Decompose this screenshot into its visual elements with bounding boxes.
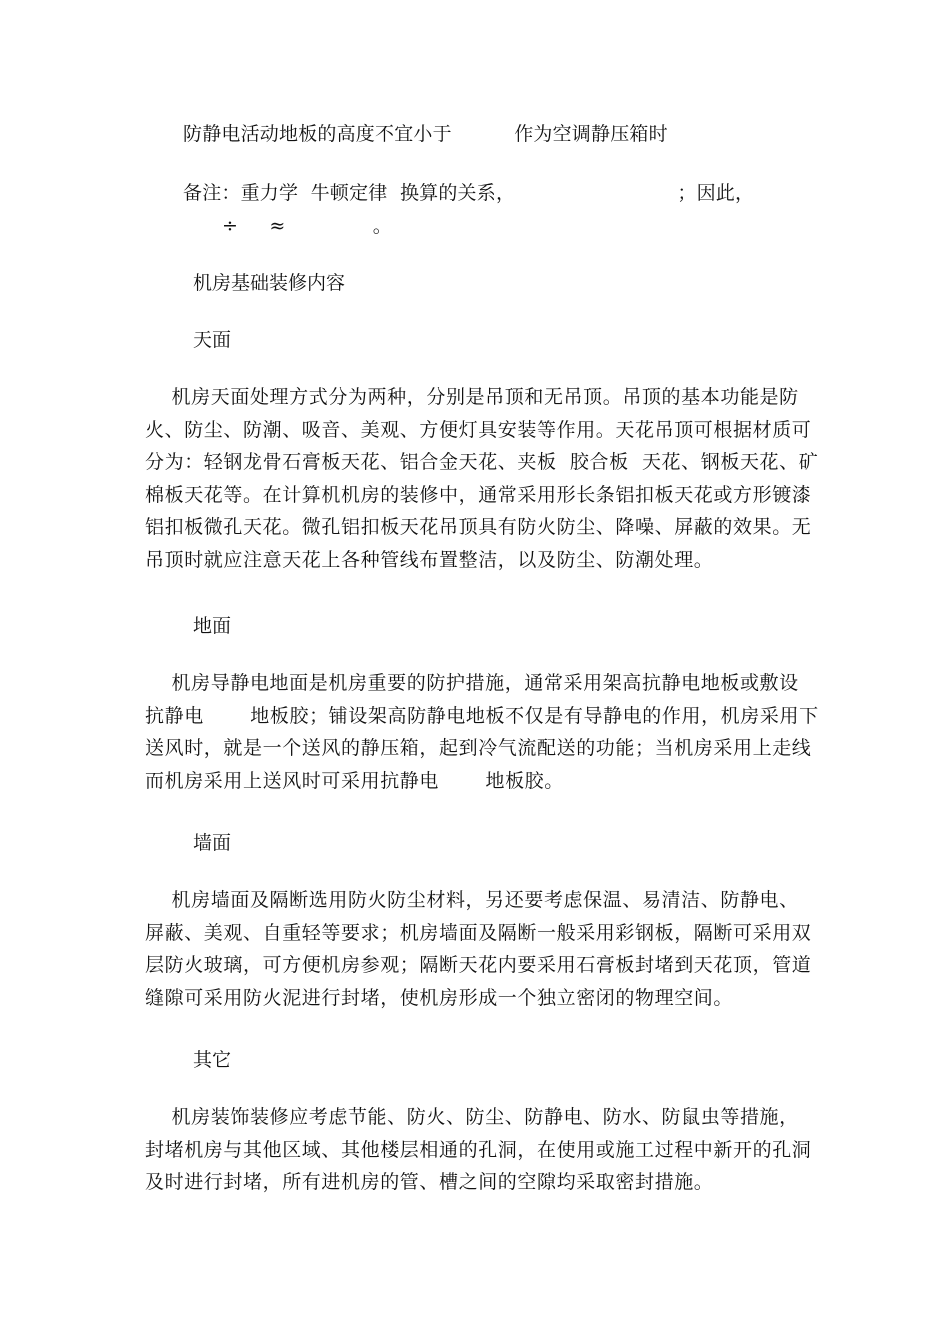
paragraph-line: 吊顶时就应注意天花上各种管线布置整洁，以及防尘、防潮处理。 xyxy=(145,548,714,571)
paragraph-other xyxy=(145,1101,812,1199)
paragraph-wall xyxy=(145,884,812,1014)
paragraph-line: 缝隙可采用防火泥进行封堵，使机房形成一个独立密闭的物理空间。 xyxy=(145,986,734,1009)
heading-ceiling: 天面 xyxy=(193,329,232,351)
paragraph-line: 机房天面处理方式分为两种，分别是吊顶和无吊顶。吊顶的基本功能是防 xyxy=(145,386,799,408)
paragraph-ceiling xyxy=(145,381,819,576)
paragraph-line: 火、防尘、防潮、吸音、美观、方便灯具安装等作用。天花吊顶可根据材质可 xyxy=(145,418,812,441)
intro-line-1: 防静电活动地板的高度不宜小于 作为空调静压箱时 xyxy=(183,123,668,145)
heading-other: 其它 xyxy=(193,1049,232,1071)
paragraph-line: 铝扣板微孔天花。微孔铝扣板天花吊顶具有防火防尘、降噪、屏蔽的效果。无 xyxy=(145,516,812,538)
intro-line-2: 备注：重力学 牛顿定律 换算的关系， ；因此， xyxy=(183,182,755,204)
paragraph-line: 分为：轻钢龙骨石膏板天花、铝合金天花、夹板 胶合板 天花、钢板天花、矿 xyxy=(145,451,819,473)
section-title: 机房基础装修内容 xyxy=(193,272,346,294)
paragraph-line: 抗静电 地板胶；铺设架高防静电地板不仅是有导静电的作用，机房采用下 xyxy=(145,704,819,727)
intro-line-3: ÷ ≈ 。 xyxy=(222,215,392,237)
paragraph-line: 封堵机房与其他区域、其他楼层相通的孔洞，在使用或施工过程中新开的孔洞 xyxy=(145,1138,812,1161)
paragraph-line: 而机房采用上送风时可采用抗静电 地板胶。 xyxy=(145,769,564,792)
paragraph-line: 棉板天花等。在计算机机房的装修中，通常采用形长条铝扣板天花或方形镀漆 xyxy=(145,483,812,506)
paragraph-line: 送风时，就是一个送风的静压箱，起到冷气流配送的功能；当机房采用上走线 xyxy=(145,737,812,759)
paragraph-line: 层防火玻璃，可方便机房参观；隔断天花内要采用石膏板封堵到天花顶，管道 xyxy=(145,954,812,976)
heading-wall: 墙面 xyxy=(193,832,232,854)
paragraph-floor xyxy=(145,667,819,797)
paragraph-line: 机房装饰装修应考虑节能、防火、防尘、防静电、防水、防鼠虫等措施， xyxy=(145,1106,799,1128)
paragraph-line: 及时进行封堵，所有进机房的管、槽之间的空隙均采取密封措施。 xyxy=(145,1171,714,1193)
paragraph-line: 屏蔽、美观、自重轻等要求；机房墙面及隔断一般采用彩钢板，隔断可采用双 xyxy=(145,921,812,944)
heading-floor: 地面 xyxy=(193,615,232,637)
paragraph-line: 机房导静电地面是机房重要的防护措施，通常采用架高抗静电地板或敷设 xyxy=(145,672,799,694)
paragraph-line: 机房墙面及隔断选用防火防尘材料，另还要考虑保温、易清洁、防静电、 xyxy=(145,889,799,911)
